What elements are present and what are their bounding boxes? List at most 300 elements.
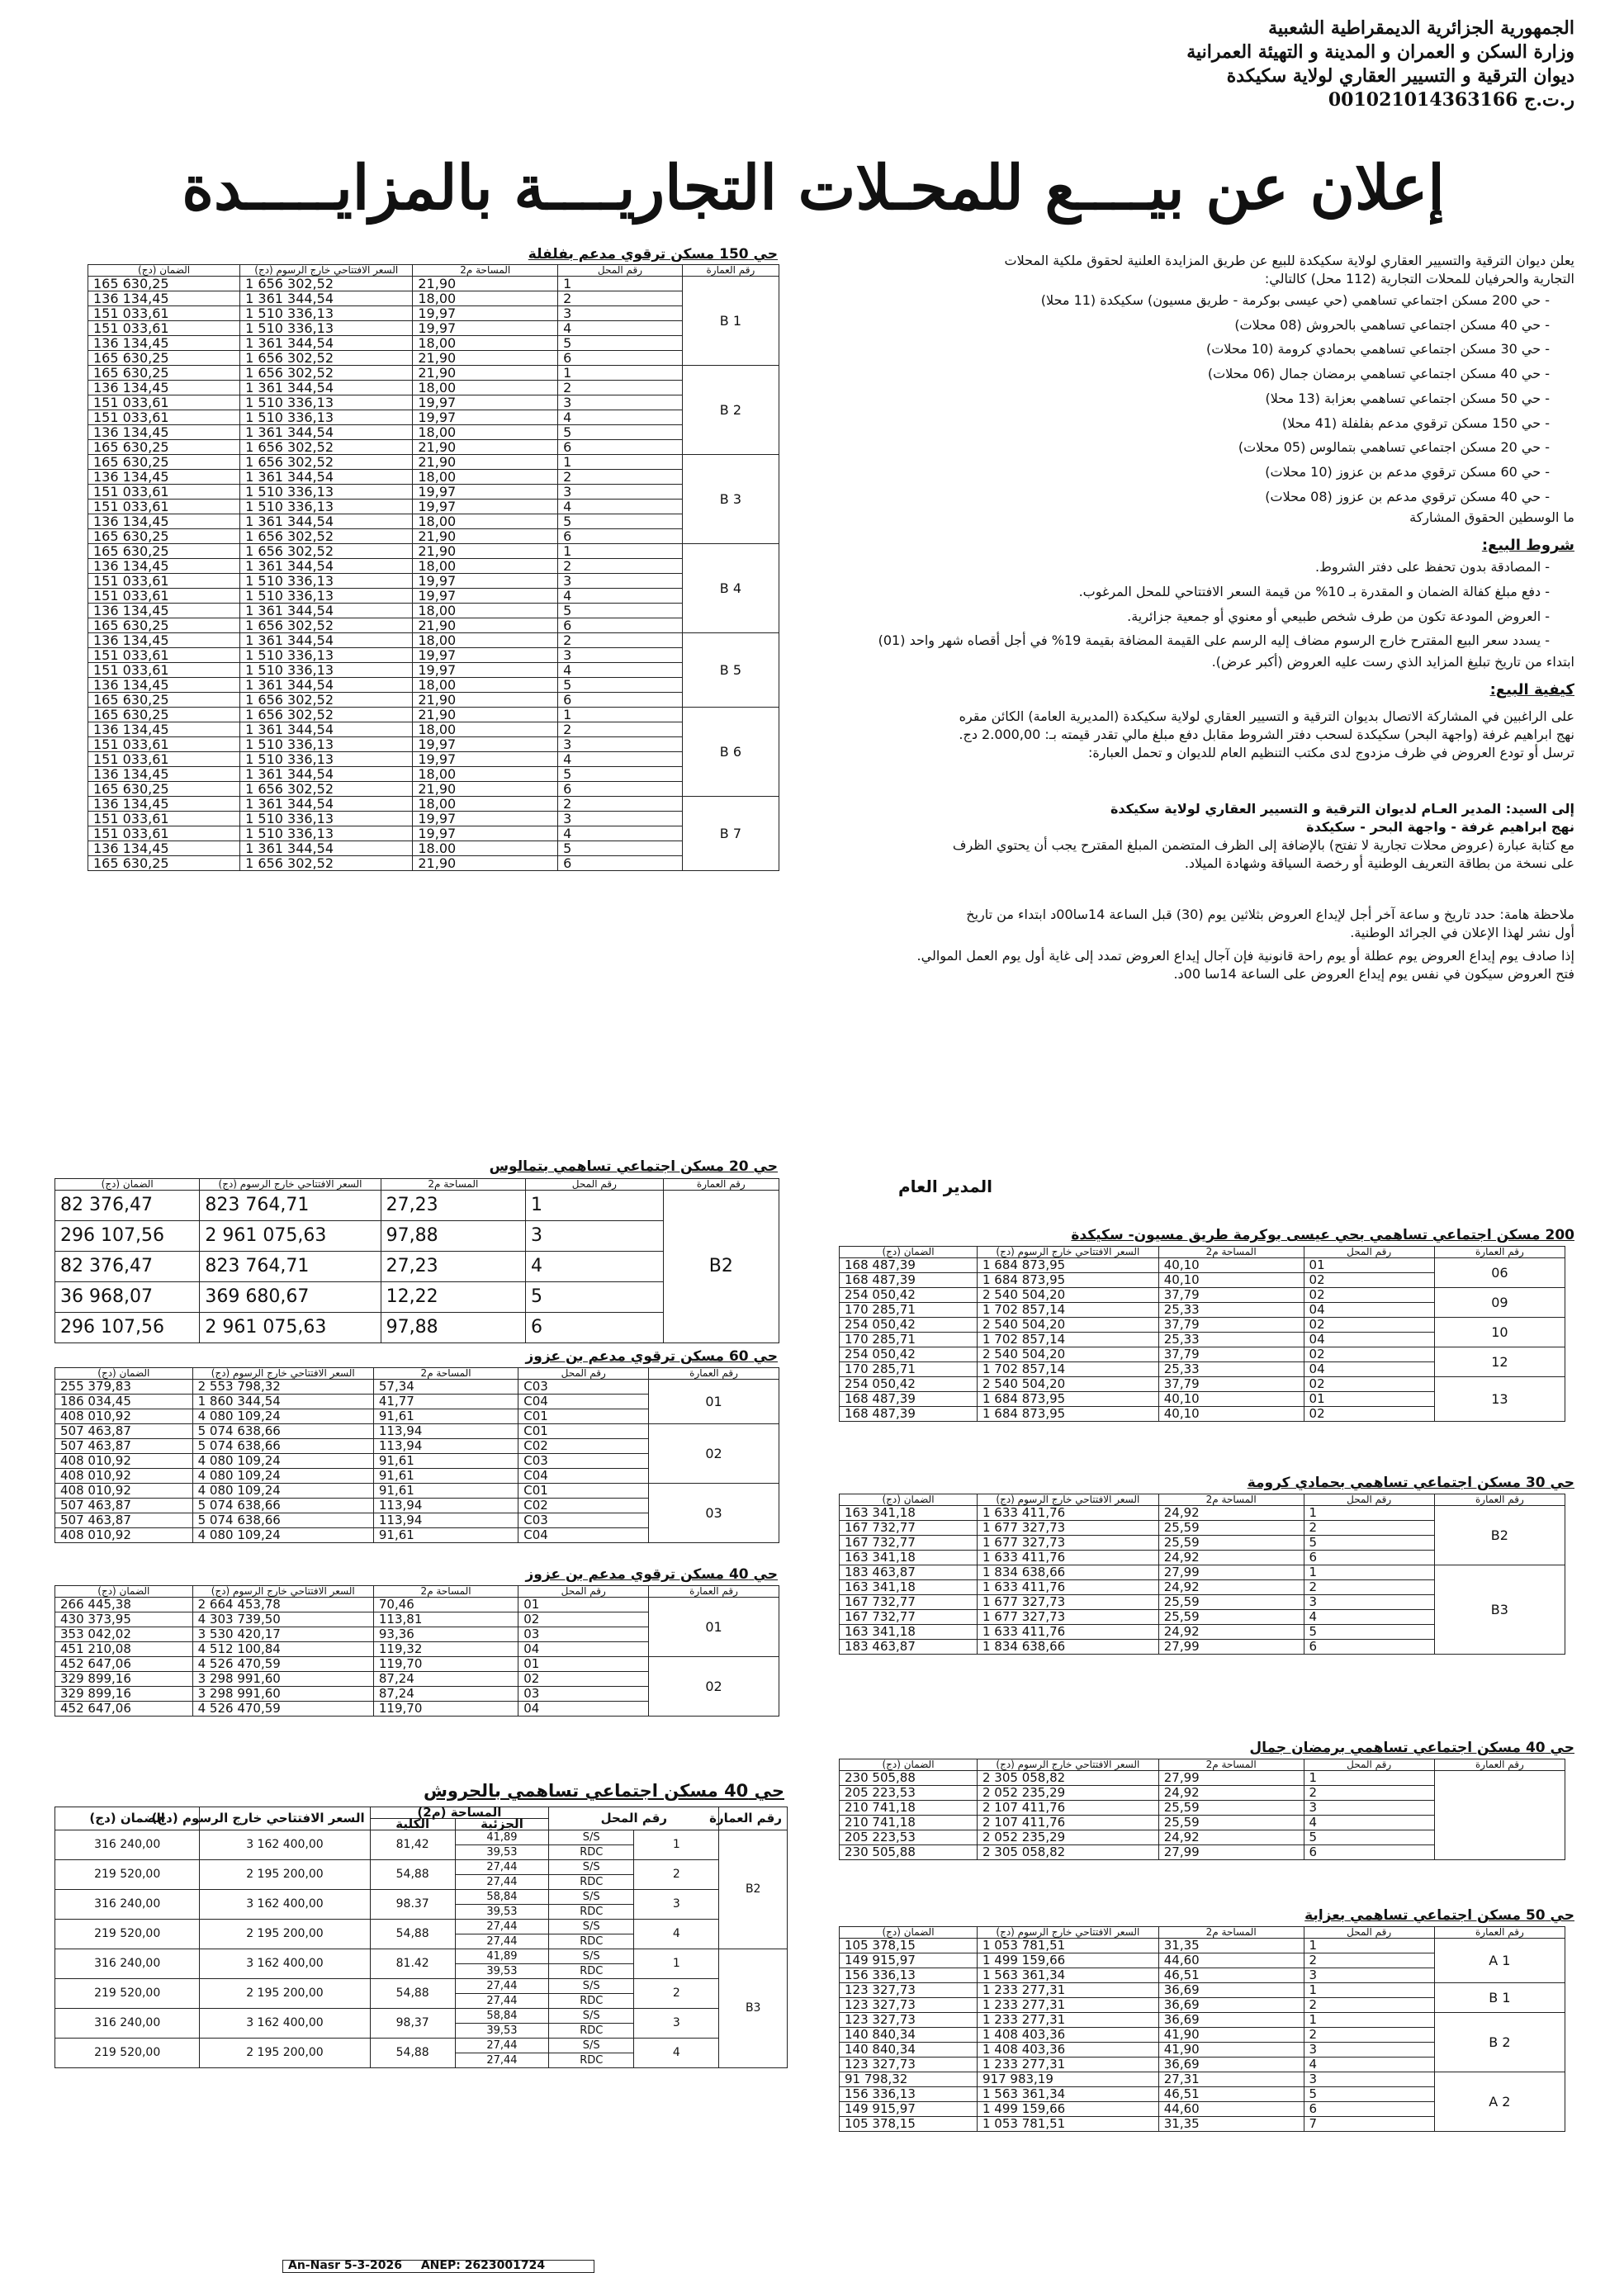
table-40-benazzouz	[54, 1585, 779, 1717]
table-row	[840, 1506, 1565, 1521]
header-shop: رقم المحل	[526, 1179, 664, 1191]
newspaper-ref: An-Nasr 5-3-2026	[288, 2259, 402, 2272]
cell-guarantee: 82 376,47	[55, 1191, 200, 1221]
modalities-line-1: على الراغبين في المشاركة الاتصال بديوان الترقية و التسيير العقاري لولاية سكيكدة (المديرية العامة) الكائن مقره	[959, 708, 1574, 725]
cell-area: 21,90	[413, 366, 558, 381]
cell-shop: 3	[1304, 1595, 1434, 1610]
cell-price: 3 530 420,17	[192, 1627, 373, 1642]
cell-price: 823 764,71	[200, 1191, 381, 1221]
cell-area: 27,99	[1158, 1845, 1304, 1860]
cell-guarantee: 123 327,73	[840, 1998, 978, 2013]
table-row	[88, 767, 779, 782]
cell-guarantee: 163 341,18	[840, 1580, 978, 1595]
cell-area: 19,97	[413, 574, 558, 589]
cell-price: 1 361 344,54	[240, 604, 413, 618]
cell-price: 2 107 411,76	[978, 1816, 1159, 1830]
cell-price: 5 074 638,66	[192, 1424, 373, 1439]
cell-price: 1 677 327,73	[978, 1595, 1159, 1610]
cell-area: 19,97	[413, 812, 558, 826]
header-area: المساحة (م2)	[370, 1807, 549, 1819]
district-item: - حي 50 مسكن اجتماعي تساهمي بعزابة (13 محلا)	[1265, 390, 1550, 406]
header-building: رقم العمارة	[1434, 1494, 1565, 1506]
cell-guarantee: 136 134,45	[88, 678, 240, 693]
cell-price: 1 656 302,52	[240, 351, 413, 366]
cell-shop: C03	[518, 1454, 649, 1469]
cell-price: 1 684 873,95	[978, 1392, 1159, 1407]
cell-price: 1 702 857,14	[978, 1333, 1159, 1347]
cell-shop: 2	[558, 291, 683, 306]
cell-shop: 1	[526, 1191, 664, 1221]
cell-building: A 2	[1434, 2072, 1565, 2132]
cell-price: 1 633 411,76	[978, 1625, 1159, 1640]
cell-area: 18,00	[413, 381, 558, 395]
cell-price: 1 656 302,52	[240, 455, 413, 470]
cell-area: 97,88	[381, 1221, 525, 1252]
table-row	[88, 826, 779, 841]
header-building: رقم العمارة	[1434, 1247, 1565, 1258]
cell-area: 41,90	[1158, 2028, 1304, 2043]
cell-area: 36,69	[1158, 1983, 1304, 1998]
cell-guarantee: 353 042,02	[55, 1627, 193, 1642]
cell-price: 2 052 235,29	[978, 1830, 1159, 1845]
table-row	[88, 574, 779, 589]
intro-tail: ما الوسطين الحقوق المشاركة	[1409, 509, 1574, 526]
cell-shop: C01	[518, 1409, 649, 1424]
cell-level: S/S	[549, 1890, 634, 1905]
table-row	[88, 708, 779, 722]
cell-area: 57,34	[373, 1380, 518, 1395]
cell-price: 1 510 336,13	[240, 589, 413, 604]
cell-area: 113,94	[373, 1499, 518, 1513]
cell-shop: 4	[558, 500, 683, 514]
cell-price: 1 684 873,95	[978, 1258, 1159, 1273]
cell-area: 24,92	[1158, 1506, 1304, 1521]
cell-price: 4 080 109,24	[192, 1409, 373, 1424]
table-row	[55, 1380, 779, 1395]
cell-area: 37,79	[1158, 1377, 1304, 1392]
cell-guarantee: 151 033,61	[88, 395, 240, 410]
table-row	[55, 1657, 779, 1672]
cell-guarantee: 123 327,73	[840, 1983, 978, 1998]
header-price: السعر الافتتاحي خارج الرسوم (دج)	[978, 1494, 1159, 1506]
table-row	[88, 693, 779, 708]
condition-item: - يسدد سعر البيع المقترح خارج الرسوم مضاف إليه الرسم على القيمة المضافة بقيمة 19% في أجل أقصاه شهر واحد (01)	[878, 632, 1550, 649]
cell-area: 87,24	[373, 1672, 518, 1687]
cell-guarantee: 408 010,92	[55, 1484, 193, 1499]
cell-area: 18,00	[413, 514, 558, 529]
header-shop: رقم المحل	[518, 1368, 649, 1380]
table-row	[88, 291, 779, 306]
official-header	[997, 17, 1574, 112]
cell-area: 19,97	[413, 306, 558, 321]
cell-level: RDC	[549, 1994, 634, 2009]
cell-guarantee: 170 285,71	[840, 1333, 978, 1347]
conditions-list	[716, 555, 1574, 653]
cell-area: 18,00	[413, 559, 558, 574]
cell-price: 917 983,19	[978, 2072, 1159, 2087]
sale-table	[839, 1759, 1565, 1860]
table-row	[88, 678, 779, 693]
cell-guarantee: 136 134,45	[88, 291, 240, 306]
cell-guarantee: 151 033,61	[88, 500, 240, 514]
t20-caption: حي 20 مسكن اجتماعي تساهمي بتمالوس	[489, 1158, 778, 1175]
header-shop: رقم المحل	[1304, 1494, 1434, 1506]
table-row	[88, 470, 779, 485]
cell-area: 91,61	[373, 1469, 518, 1484]
publication-footer	[282, 2260, 594, 2273]
cell-shop: C01	[518, 1424, 649, 1439]
table-row	[88, 722, 779, 737]
cell-price: 1 510 336,13	[240, 321, 413, 336]
cell-price: 1 510 336,13	[240, 395, 413, 410]
cell-shop: 04	[518, 1702, 649, 1717]
cell-shop: 6	[558, 618, 683, 633]
intro-line-2: التجارية والحرفيان للمحلات التجارية (112 محل) كالتالي:	[1264, 271, 1574, 286]
cell-building	[1434, 1771, 1565, 1860]
cell-shop: 6	[558, 782, 683, 797]
cell-area: 70,46	[373, 1598, 518, 1612]
anep-ref: ANEP: 2623001724	[420, 2259, 546, 2272]
cell-price: 1 408 403,36	[978, 2028, 1159, 2043]
cell-guarantee: 165 630,25	[88, 618, 240, 633]
header-area: المساحة م2	[1158, 1247, 1304, 1258]
cell-area: 18,00	[413, 678, 558, 693]
cell-guarantee: 316 240,00	[55, 1830, 200, 1860]
header-shop: رقم المحل	[1304, 1927, 1434, 1939]
cell-shop: 6	[1304, 2102, 1434, 2117]
cell-price: 1 233 277,31	[978, 2058, 1159, 2072]
cell-price: 1 510 336,13	[240, 812, 413, 826]
cell-price: 1 656 302,52	[240, 618, 413, 633]
cell-price: 4 303 739,50	[192, 1612, 373, 1627]
cell-shop: 1	[558, 708, 683, 722]
cell-area-total: 54,88	[370, 1860, 455, 1890]
table-row	[55, 1949, 788, 1964]
cell-building: A 1	[1434, 1939, 1565, 1983]
cell-area-partial: 27,44	[455, 1920, 548, 1934]
cell-area-total: 98,37	[370, 2009, 455, 2039]
table-row	[88, 797, 779, 812]
cell-area: 27,99	[1158, 1771, 1304, 1786]
table-row	[88, 737, 779, 752]
cell-price: 1 656 302,52	[240, 529, 413, 544]
address-line-1: إلى السيد: المدير العـام لديوان الترقية و التسيير العقاري لولاية سكيكدة	[1110, 801, 1574, 817]
district-item: - حي 40 مسكن اجتماعي تساهمي برمضان جمال (06 محلات)	[1207, 366, 1550, 382]
header-shop: رقم المحل	[558, 265, 683, 277]
cell-guarantee: 430 373,95	[55, 1612, 193, 1627]
cell-guarantee: 149 915,97	[840, 2102, 978, 2117]
cell-price: 1 656 302,52	[240, 366, 413, 381]
cell-price: 3 298 991,60	[192, 1687, 373, 1702]
cell-area: 91,61	[373, 1409, 518, 1424]
cell-shop: 2	[634, 1860, 719, 1890]
announcement-body	[716, 252, 1574, 983]
cell-shop: 5	[558, 767, 683, 782]
district-item: - حي 60 مسكن ترقوي مدعم بن عزوز (10 محلات)	[1265, 463, 1550, 480]
cell-guarantee: 329 899,16	[55, 1687, 193, 1702]
table-row	[840, 1983, 1565, 1998]
cell-guarantee: 36 968,07	[55, 1282, 200, 1313]
cell-guarantee: 151 033,61	[88, 648, 240, 663]
cell-area: 24,92	[1158, 1830, 1304, 1845]
header-building: رقم العمارة	[1434, 1927, 1565, 1939]
cell-price: 2 052 235,29	[978, 1786, 1159, 1801]
table-row	[55, 2039, 788, 2053]
district-item: - حي 40 مسكن اجتماعي تساهمي بالحروش (08 محلات)	[1234, 316, 1550, 333]
cell-guarantee: 219 520,00	[55, 1860, 200, 1890]
cell-area: 40,10	[1158, 1392, 1304, 1407]
cell-price: 1 053 781,51	[978, 1939, 1159, 1953]
cell-guarantee: 255 379,83	[55, 1380, 193, 1395]
table-row	[88, 440, 779, 455]
cell-area: 19,97	[413, 500, 558, 514]
cell-shop: 1	[1304, 1771, 1434, 1786]
republic-name: الجمهورية الجزائرية الديمقراطية الشعبية	[1268, 17, 1574, 39]
header-area: المساحة م2	[1158, 1494, 1304, 1506]
cell-guarantee: 156 336,13	[840, 1968, 978, 1983]
cell-price: 1 656 302,52	[240, 544, 413, 559]
cell-shop: 6	[1304, 1640, 1434, 1655]
cell-price: 2 540 504,20	[978, 1347, 1159, 1362]
cell-building: B 5	[682, 633, 779, 708]
cell-area: 27,99	[1158, 1640, 1304, 1655]
cell-area: 25,33	[1158, 1333, 1304, 1347]
header-area: المساحة م2	[373, 1368, 518, 1380]
cell-area: 91,61	[373, 1528, 518, 1543]
table-row	[88, 336, 779, 351]
table-row	[88, 841, 779, 856]
cell-guarantee: 316 240,00	[55, 1949, 200, 1979]
header-building: رقم العمارة	[649, 1368, 779, 1380]
cell-area: 91,61	[373, 1454, 518, 1469]
cell-guarantee: 167 732,77	[840, 1521, 978, 1536]
cell-price: 4 080 109,24	[192, 1469, 373, 1484]
cell-area: 21,90	[413, 529, 558, 544]
cell-area: 36,69	[1158, 2013, 1304, 2028]
cell-guarantee: 136 134,45	[88, 559, 240, 574]
cell-area-total: 54,88	[370, 1920, 455, 1949]
cell-shop: 3	[526, 1221, 664, 1252]
cell-guarantee: 151 033,61	[88, 752, 240, 767]
cell-shop: 3	[558, 574, 683, 589]
table-row	[840, 1258, 1565, 1273]
cell-shop: 4	[634, 2039, 719, 2068]
table-row	[840, 1565, 1565, 1580]
cell-area: 37,79	[1158, 1288, 1304, 1303]
cell-shop: 02	[1304, 1407, 1434, 1422]
cell-area-total: 54,88	[370, 1979, 455, 2009]
address-line-2: نهج ابراهيم غرفة - واجهة البحر - سكيكدة	[1306, 819, 1574, 836]
cell-area: 40,10	[1158, 1258, 1304, 1273]
cell-building: B2	[719, 1830, 788, 1949]
sale-table	[54, 1178, 779, 1343]
table-row	[88, 306, 779, 321]
cell-price: 1 702 857,14	[978, 1362, 1159, 1377]
cell-building: 06	[1434, 1258, 1565, 1288]
cell-price: 4 080 109,24	[192, 1528, 373, 1543]
cell-guarantee: 163 341,18	[840, 1506, 978, 1521]
cell-shop: 03	[518, 1687, 649, 1702]
cell-shop: 2	[558, 722, 683, 737]
table-row	[88, 277, 779, 291]
cell-guarantee: 254 050,42	[840, 1377, 978, 1392]
cell-building: 01	[649, 1380, 779, 1424]
cell-area: 46,51	[1158, 2087, 1304, 2102]
cell-guarantee: 136 134,45	[88, 722, 240, 737]
header-area: المساحة م2	[413, 265, 558, 277]
table-row	[88, 381, 779, 395]
cell-area: 93,36	[373, 1627, 518, 1642]
cell-level: RDC	[549, 2053, 634, 2068]
cell-guarantee: 167 732,77	[840, 1595, 978, 1610]
cell-price: 2 195 200,00	[200, 1979, 370, 2009]
cell-guarantee: 451 210,08	[55, 1642, 193, 1657]
cell-price: 5 074 638,66	[192, 1499, 373, 1513]
cell-price: 1 656 302,52	[240, 856, 413, 871]
cell-level: S/S	[549, 2009, 634, 2024]
district-item: - حي 200 مسكن اجتماعي تساهمي (حي عيسى بوكرمة - طريق مسيون) سكيكدة (11 محلا)	[1040, 292, 1550, 308]
table-row	[88, 812, 779, 826]
cell-price: 823 764,71	[200, 1252, 381, 1282]
cell-guarantee: 183 463,87	[840, 1640, 978, 1655]
cell-area: 21,90	[413, 440, 558, 455]
cell-area: 24,92	[1158, 1551, 1304, 1565]
sale-table	[839, 1494, 1565, 1655]
table-row	[840, 2072, 1565, 2087]
cell-price: 1 510 336,13	[240, 306, 413, 321]
cell-price: 2 195 200,00	[200, 1920, 370, 1949]
table-row	[88, 410, 779, 425]
cell-price: 1 361 344,54	[240, 291, 413, 306]
cell-area: 19,97	[413, 485, 558, 500]
cell-guarantee: 219 520,00	[55, 2039, 200, 2068]
cell-area: 21,90	[413, 708, 558, 722]
cell-price: 1 677 327,73	[978, 1521, 1159, 1536]
cell-shop: 3	[558, 485, 683, 500]
table-row	[55, 1424, 779, 1439]
header-guarantee: الضمان (دج)	[55, 1368, 193, 1380]
sale-table	[54, 1807, 788, 2068]
cell-guarantee: 507 463,87	[55, 1499, 193, 1513]
cell-shop: 5	[558, 514, 683, 529]
sale-table	[839, 1246, 1565, 1422]
cell-price: 1 233 277,31	[978, 1998, 1159, 2013]
cell-price: 1 656 302,52	[240, 782, 413, 797]
cell-area-partial: 27,44	[455, 1875, 548, 1890]
cell-area: 37,79	[1158, 1318, 1304, 1333]
cell-shop: 01	[518, 1657, 649, 1672]
table-row	[88, 500, 779, 514]
cell-guarantee: 165 630,25	[88, 782, 240, 797]
header-guarantee: الضمان (دج)	[55, 1807, 200, 1830]
cell-price: 1 361 344,54	[240, 722, 413, 737]
cell-price: 2 107 411,76	[978, 1801, 1159, 1816]
cell-guarantee: 205 223,53	[840, 1786, 978, 1801]
table-row	[88, 366, 779, 381]
cell-area: 25,33	[1158, 1303, 1304, 1318]
cell-price: 1 499 159,66	[978, 1953, 1159, 1968]
cell-guarantee: 452 647,06	[55, 1702, 193, 1717]
cell-shop: 3	[558, 395, 683, 410]
cell-level: RDC	[549, 1845, 634, 1860]
header-price: السعر الافتتاحي خارج الرسوم (دج)	[192, 1586, 373, 1598]
cell-shop: 3	[558, 306, 683, 321]
cell-price: 2 540 504,20	[978, 1288, 1159, 1303]
table-row	[55, 1979, 788, 1994]
cell-shop: 04	[1304, 1333, 1434, 1347]
t40har-caption: حي 40 مسكن اجتماعي تساهمي بالحروش	[423, 1781, 784, 1801]
cell-guarantee: 165 630,25	[88, 455, 240, 470]
cell-shop: 6	[558, 856, 683, 871]
conditions-heading: شروط البيع:	[1481, 537, 1574, 555]
conditions-extra: ابتداء من تاريخ تبليغ المزايد الذي رست عليه العروض (أكبر عرض).	[1211, 654, 1574, 670]
cell-area: 21,90	[413, 856, 558, 871]
cell-guarantee: 136 134,45	[88, 425, 240, 440]
cell-shop: 6	[558, 440, 683, 455]
cell-building: 02	[649, 1657, 779, 1717]
cell-shop: 02	[1304, 1377, 1434, 1392]
table-row	[88, 529, 779, 544]
cell-price: 1 684 873,95	[978, 1407, 1159, 1422]
announcement-title: إعلان عن بيــــع للمحـلات التجاريــــة بالمزايـــــدة	[182, 153, 1445, 224]
district-item: - حي 150 مسكن ترقوي مدعم بفلفلة (41 محلا)	[1281, 414, 1550, 431]
cell-shop: C03	[518, 1513, 649, 1528]
header-guarantee: الضمان (دج)	[840, 1247, 978, 1258]
cell-shop: 5	[558, 336, 683, 351]
cell-guarantee: 170 285,71	[840, 1303, 978, 1318]
cell-building: B 4	[682, 544, 779, 633]
cell-shop: 4	[1304, 1816, 1434, 1830]
cell-guarantee: 151 033,61	[88, 826, 240, 841]
cell-guarantee: 230 505,88	[840, 1771, 978, 1786]
cell-area: 21,90	[413, 618, 558, 633]
modalities-line-2: نهج ابراهيم غرفة (واجهة البحر) سكيكدة لسحب دفتر الشروط مقابل دفع مبلغ مالي تقدر قيمته بـ: 2.000,00 دج.	[959, 727, 1574, 743]
table-row	[55, 1860, 788, 1875]
cell-shop: 1	[558, 455, 683, 470]
cell-building: B 1	[682, 277, 779, 366]
table-row	[88, 618, 779, 633]
cell-price: 4 080 109,24	[192, 1484, 373, 1499]
cell-area-partial: 27,44	[455, 1979, 548, 1994]
header-guarantee: الضمان (دج)	[840, 1494, 978, 1506]
cell-area: 19,97	[413, 826, 558, 841]
cell-shop: 2	[558, 633, 683, 648]
cell-level: S/S	[549, 1979, 634, 1994]
cell-area: 25,59	[1158, 1521, 1304, 1536]
table-row	[88, 544, 779, 559]
cell-guarantee: 165 630,25	[88, 529, 240, 544]
cell-shop: 02	[1304, 1273, 1434, 1288]
cell-area: 25,33	[1158, 1362, 1304, 1377]
t30-caption: حي 30 مسكن اجتماعي تساهمي بحمادي كرومة	[1247, 1475, 1574, 1491]
t60-caption: حي 60 مسكن ترقوي مدعم بن عزوز	[525, 1348, 778, 1365]
header-building: رقم العمارة	[682, 265, 779, 277]
cell-shop: 4	[526, 1252, 664, 1282]
cell-shop: 4	[558, 410, 683, 425]
cell-shop: C04	[518, 1528, 649, 1543]
modalities-heading: كيفية البيع:	[1489, 681, 1574, 699]
cell-price: 2 195 200,00	[200, 1860, 370, 1890]
cell-price: 1 233 277,31	[978, 2013, 1159, 2028]
cell-price: 1 510 336,13	[240, 485, 413, 500]
cell-area: 119,32	[373, 1642, 518, 1657]
office-name: ديوان الترقية و التسيير العقاري لولاية سكيكدة	[1226, 65, 1574, 87]
cell-guarantee: 408 010,92	[55, 1454, 193, 1469]
cell-price: 1 361 344,54	[240, 559, 413, 574]
cell-level: S/S	[549, 1949, 634, 1964]
cell-guarantee: 507 463,87	[55, 1513, 193, 1528]
cell-level: RDC	[549, 1905, 634, 1920]
